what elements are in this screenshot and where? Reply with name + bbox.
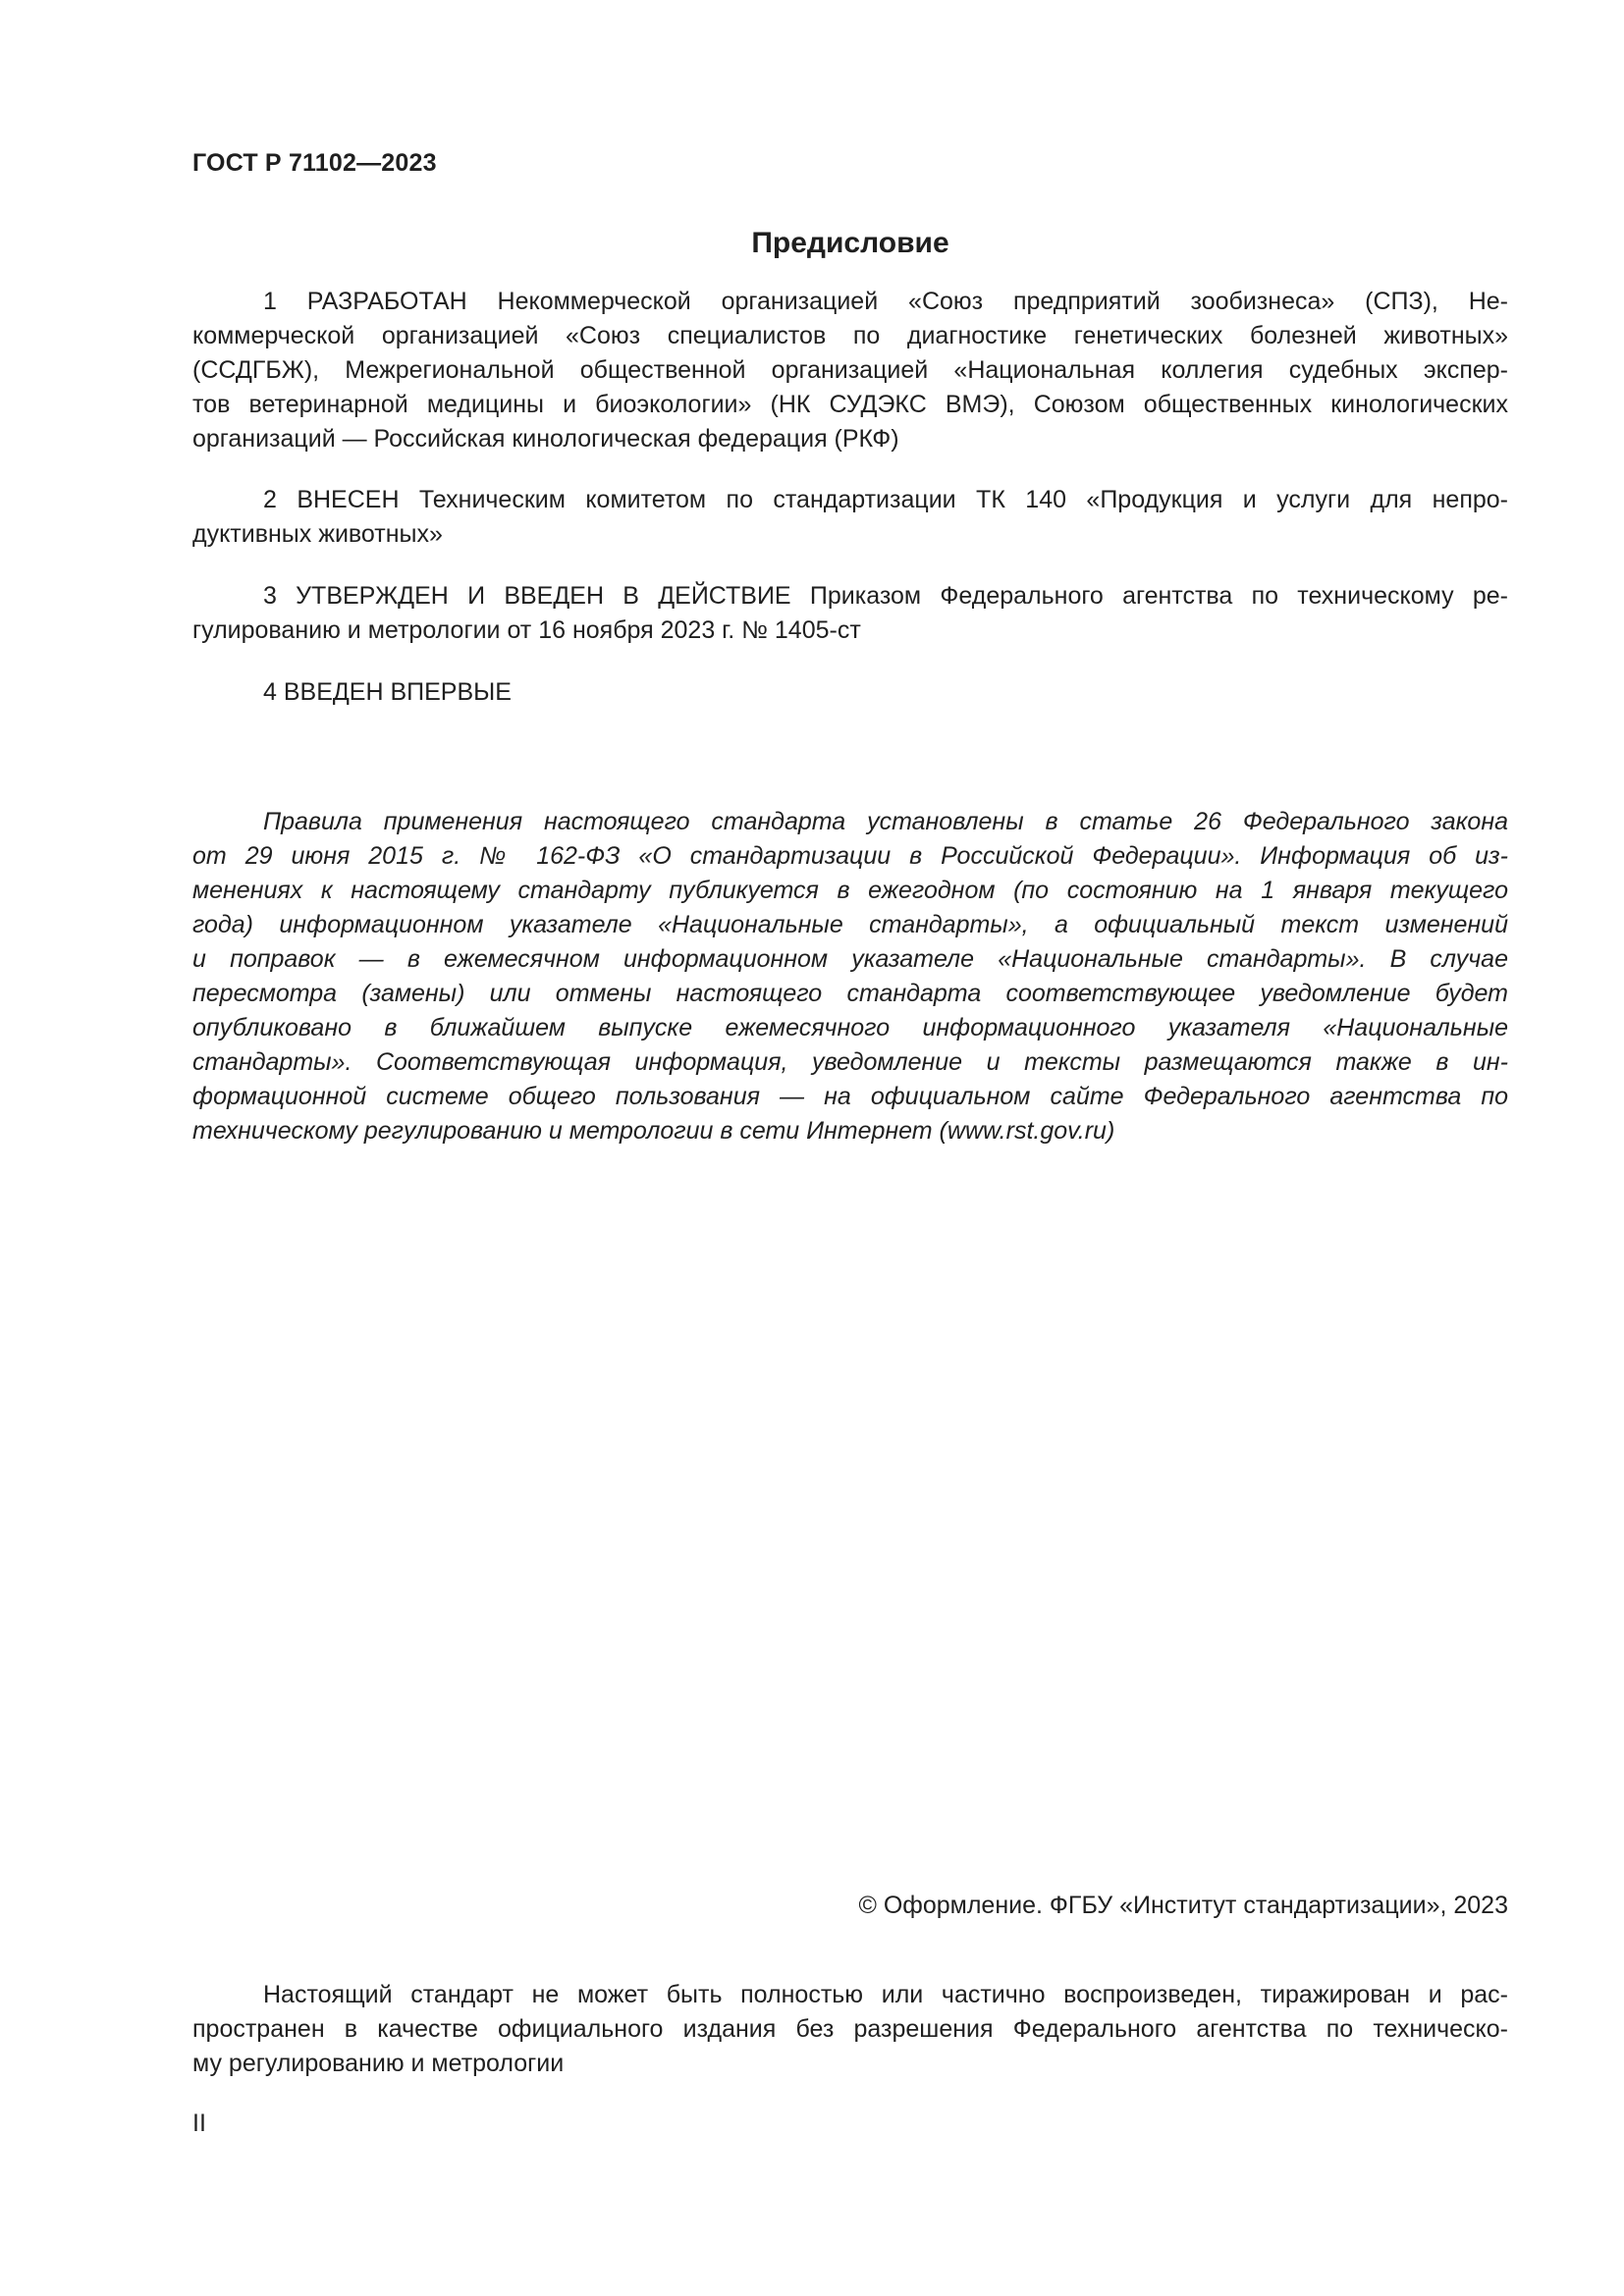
paragraph-line: коммерческой организацией «Союз специалистов по диагностике генетических болезней животных» [192,322,1508,349]
notice-line: менениях к настоящему стандарту публикуется в ежегодном (по состоянию на 1 января текущего [192,877,1508,904]
reproduction-notice [192,1978,1508,2081]
notice-line: техническому регулированию и метрологии в сети Интернет (www.rst.gov.ru) [192,1117,1115,1145]
paragraph-line: (ССДГБЖ), Межрегиональной общественной организацией «Национальная коллегия судебных экспер- [192,356,1508,384]
paragraph-developed [192,285,1508,456]
paragraph-line: гулированию и метрологии от 16 ноября 2023 г. № 1405-ст [192,616,861,644]
paragraph-line: организаций — Российская кинологическая федерация (РКФ) [192,425,899,453]
paragraph-line: дуктивных животных» [192,520,443,548]
reproduction-line: му регулированию и метрологии [192,2050,565,2077]
paragraph-introduced [192,675,1508,710]
notice-line: от 29 июня 2015 г. № 162-ФЗ «О стандартизации в Российской Федерации». Информация об из- [192,842,1508,870]
notice-line: пересмотра (замены) или отмены настоящего стандарта соответствующее уведомление будет [192,980,1508,1007]
page-title: Предисловие [751,227,949,259]
application-rules-notice [192,805,1508,1148]
paragraph-line: тов ветеринарной медицины и биоэкологии» (НК СУДЭКС ВМЭ), Союзом общественных кинологических [192,391,1508,418]
paragraph-line: 3 УТВЕРЖДЕН И ВВЕДЕН В ДЕЙСТВИЕ Приказом Федерального агентства по техническому ре- [263,582,1508,610]
paragraph-approved [192,579,1508,648]
paragraph-line: 2 ВНЕСЕН Техническим комитетом по стандартизации ТК 140 «Продукция и услуги для непро- [263,486,1508,513]
notice-line: формационной системе общего пользования — на официальном сайте Федерального агентства по [192,1083,1508,1110]
notice-line: Правила применения настоящего стандарта установлены в статье 26 Федерального закона [263,808,1508,835]
notice-line: опубликовано в ближайшем выпуске ежемесячного информационного указателя «Национальные [192,1014,1508,1041]
reproduction-line: Настоящий стандарт не может быть полностью или частично воспроизведен, тиражирован и рас- [263,1981,1508,2008]
standard-code: ГОСТ Р 71102—2023 [192,149,437,177]
copyright-notice: © Оформление. ФГБУ «Институт стандартизации», 2023 [858,1892,1508,1919]
notice-line: года) информационном указателе «Национальные стандарты», а официальный текст изменений [192,911,1508,938]
notice-line: и поправок — в ежемесячном информационном указателе «Национальные стандарты». В случае [192,945,1508,973]
paragraph-submitted [192,483,1508,552]
paragraph-line: 1 РАЗРАБОТАН Некоммерческой организацией «Союз предприятий зообизнеса» (СПЗ), Не- [263,288,1508,315]
page-number: II [192,2109,206,2137]
notice-line: стандарты». Соответствующая информация, уведомление и тексты размещаются также в ин- [192,1048,1508,1076]
paragraph-line: 4 ВВЕДЕН ВПЕРВЫЕ [263,678,512,706]
reproduction-line: пространен в качестве официального издания без разрешения Федерального агентства по техническо- [192,2015,1508,2043]
